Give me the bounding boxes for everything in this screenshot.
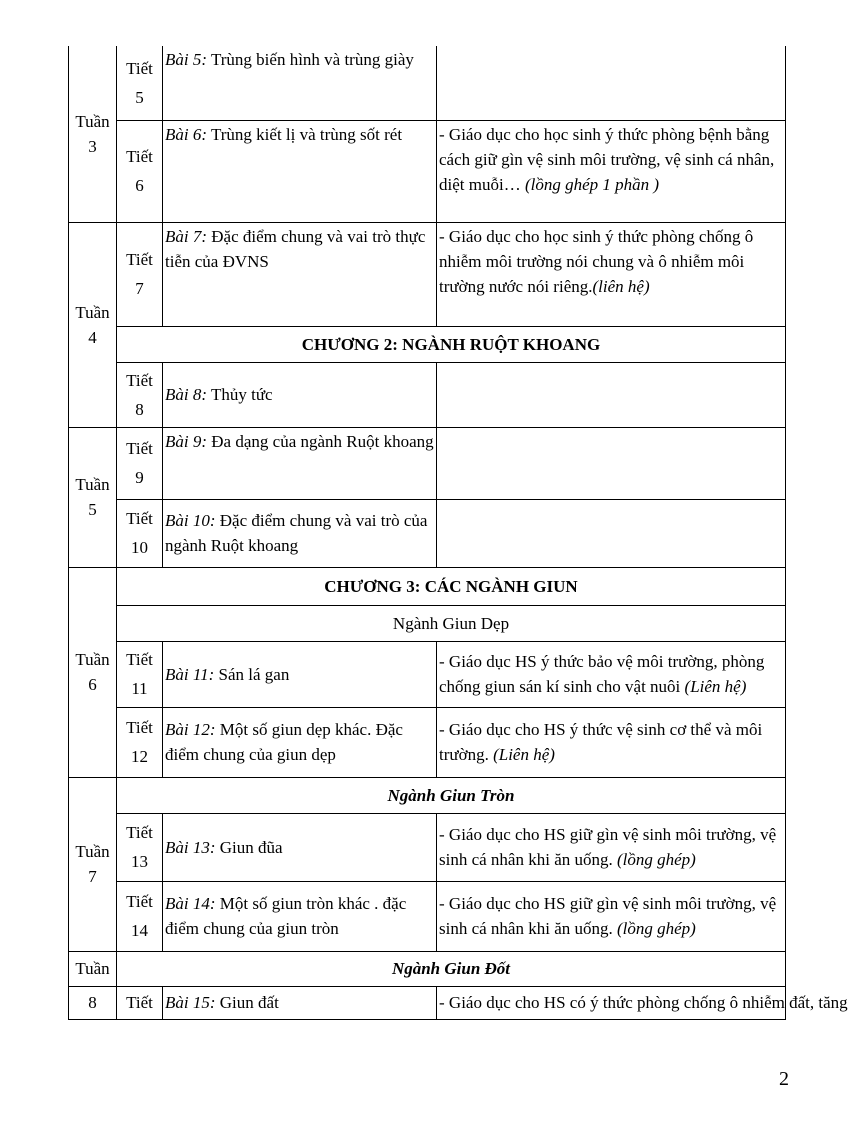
week-cell: Tuần 7: [69, 777, 117, 951]
table-row: [69, 641, 786, 707]
period-cell: Tiết 6: [117, 120, 163, 222]
table-row: [69, 222, 786, 326]
education-cell: - Giáo dục cho học sinh ý thức phòng bệnh bằng cách giữ gìn vệ sinh môi trường, vệ sinh cá nhân, diệt muỗi… (lồng ghép 1 phần ): [437, 120, 786, 222]
period-cell: Tiết 10: [117, 499, 163, 567]
lesson-cell: Bài 13: Giun đũa: [163, 813, 437, 881]
week-cell: Tuần 3: [69, 46, 117, 222]
table-row: [69, 499, 786, 567]
lesson-cell: Bài 12: Một số giun dẹp khác. Đặc điểm chung của giun dẹp: [163, 707, 437, 777]
period-cell: Tiết 12: [117, 707, 163, 777]
education-cell: [437, 427, 786, 499]
education-cell: - Giáo dục cho HS có ý thức phòng chống ô nhiễm đất, tăng: [437, 986, 786, 1019]
education-cell: - Giáo dục cho HS ý thức vệ sinh cơ thể và môi trường. (Liên hệ): [437, 707, 786, 777]
lesson-cell: Bài 14: Một số giun tròn khác . đặc điểm chung của giun tròn: [163, 881, 437, 951]
lesson-plan-table: [68, 46, 848, 1020]
table-row: [69, 813, 786, 881]
lesson-cell: Bài 5: Trùng biến hình và trùng giày: [163, 46, 437, 120]
period-cell: Tiết 7: [117, 222, 163, 326]
table-row: [69, 605, 786, 641]
week-cell: Tuần: [69, 951, 117, 986]
lesson-cell: Bài 15: Giun đất: [163, 986, 437, 1019]
education-cell: [437, 499, 786, 567]
table-row: [69, 986, 786, 1019]
group-heading: Ngành Giun Đốt: [117, 951, 786, 986]
period-cell: Tiết 14: [117, 881, 163, 951]
table-row: [69, 707, 786, 777]
table-row: [69, 427, 786, 499]
chapter-heading: CHƯƠNG 2: NGÀNH RUỘT KHOANG: [117, 326, 786, 362]
period-cell: Tiết: [117, 986, 163, 1019]
chapter-heading: CHƯƠNG 3: CÁC NGÀNH GIUN: [117, 567, 786, 605]
lesson-cell: Bài 9: Đa dạng của ngành Ruột khoang: [163, 427, 437, 499]
lesson-cell: Bài 7: Đặc điểm chung và vai trò thực tiễn của ĐVNS: [163, 222, 437, 326]
period-cell: Tiết 11: [117, 641, 163, 707]
table-row: [69, 881, 786, 951]
period-cell: Tiết 8: [117, 362, 163, 427]
table-row: [69, 120, 786, 222]
table-row: [69, 326, 786, 362]
period-cell: Tiết 13: [117, 813, 163, 881]
table-row: [69, 567, 786, 605]
page-number: 2: [779, 1068, 789, 1090]
table-row: [69, 951, 786, 986]
period-cell: Tiết 5: [117, 46, 163, 120]
education-cell: [437, 362, 786, 427]
week-cell: 8: [69, 986, 117, 1019]
period-cell: Tiết 9: [117, 427, 163, 499]
education-cell: - Giáo dục cho HS giữ gìn vệ sinh môi trường, vệ sinh cá nhân khi ăn uống. (lồng ghép): [437, 881, 786, 951]
education-cell: - Giáo dục HS ý thức bảo vệ môi trường, phòng chống giun sán kí sinh cho vật nuôi (Liên hệ): [437, 641, 786, 707]
lesson-cell: Bài 6: Trùng kiết lị và trùng sốt rét: [163, 120, 437, 222]
group-heading: Ngành Giun Tròn: [117, 777, 786, 813]
lesson-cell: Bài 8: Thủy tức: [163, 362, 437, 427]
education-cell: - Giáo dục cho học sinh ý thức phòng chống ô nhiễm môi trường nói chung và ô nhiễm môi trường nước nói riêng.(liên hệ): [437, 222, 786, 326]
group-heading: Ngành Giun Dẹp: [117, 605, 786, 641]
education-cell: - Giáo dục cho HS giữ gìn vệ sinh môi trường, vệ sinh cá nhân khi ăn uống. (lồng ghép): [437, 813, 786, 881]
table-row: [69, 46, 786, 120]
week-cell: Tuần 5: [69, 427, 117, 567]
education-cell: [437, 46, 786, 120]
week-cell: Tuần 6: [69, 567, 117, 777]
week-cell: Tuần 4: [69, 222, 117, 427]
lesson-cell: Bài 10: Đặc điểm chung và vai trò của ngành Ruột khoang: [163, 499, 437, 567]
lesson-cell: Bài 11: Sán lá gan: [163, 641, 437, 707]
table-row: [69, 777, 786, 813]
table-row: [69, 362, 786, 427]
